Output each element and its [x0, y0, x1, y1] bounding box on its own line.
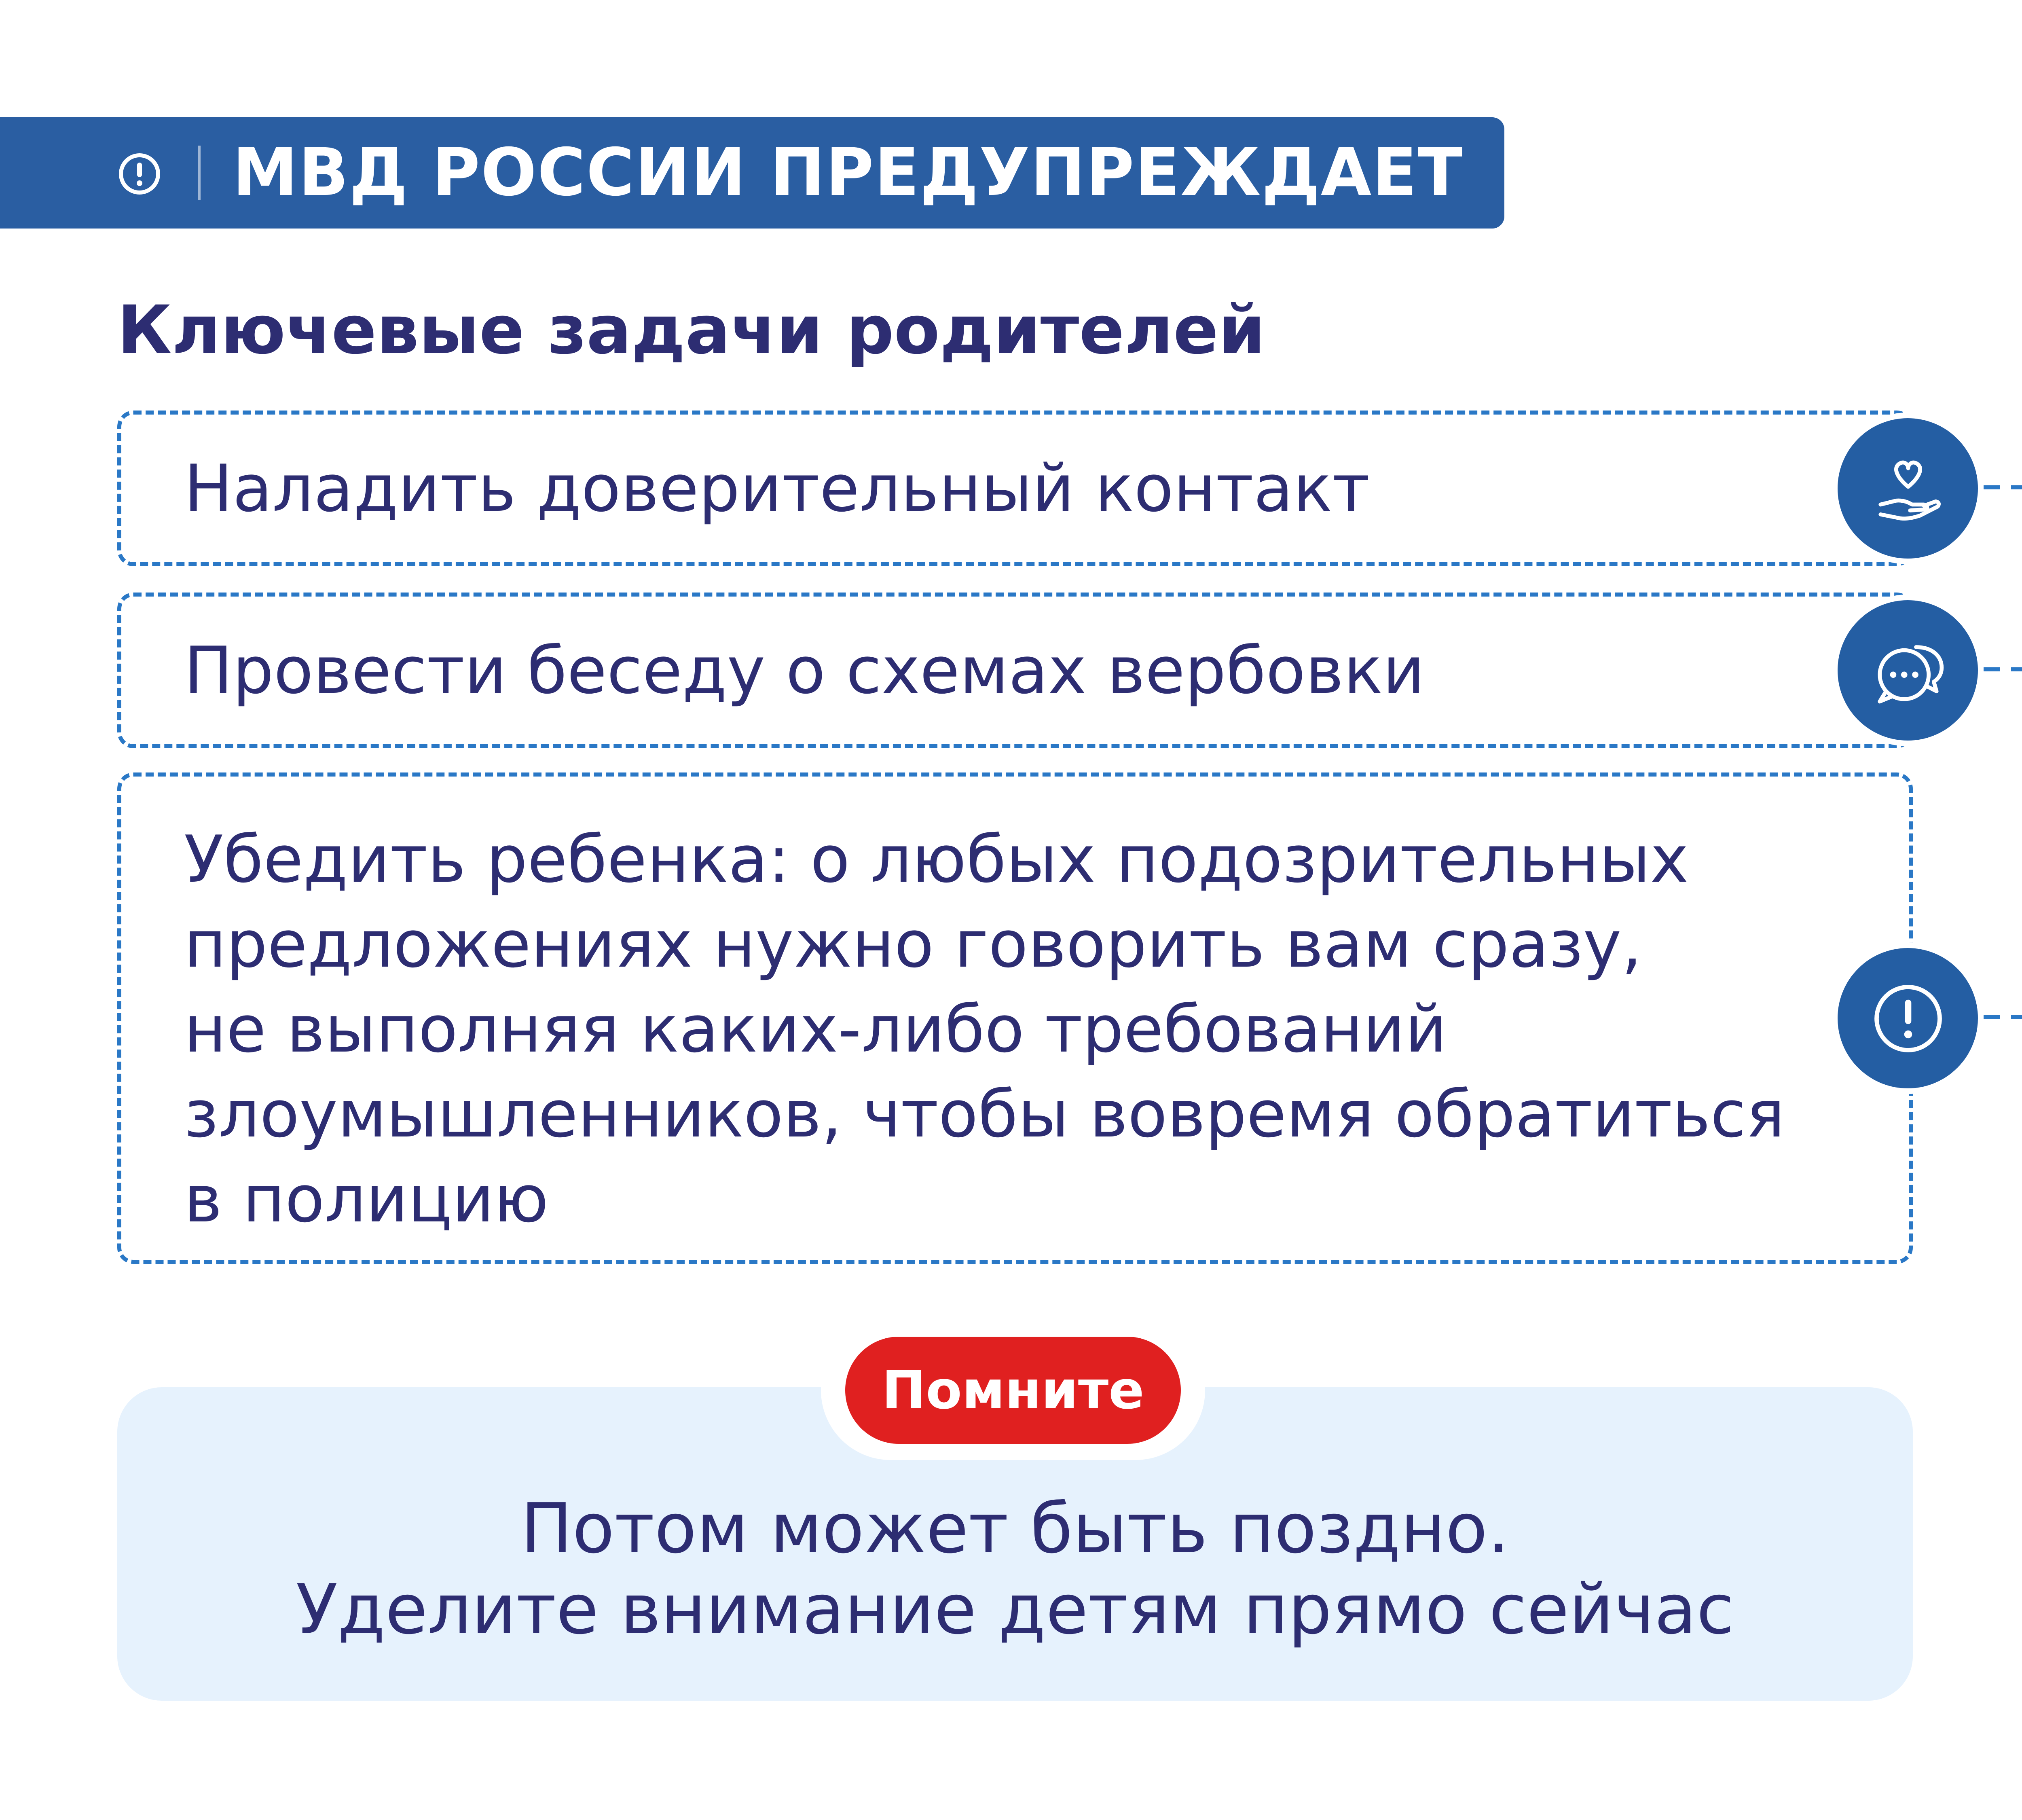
task-box-contact	[117, 411, 1913, 566]
task-icon-badge	[1832, 595, 1984, 746]
task-text: Провести беседу о схемах вербовки	[184, 633, 1425, 708]
task-text: Убедить ребенка: о любых подозрительных предложениях нужно говорить вам сразу, не выполняя каких-либо требований злоумышленников, чтобы вовремя обратиться в полицию	[184, 821, 1785, 1237]
reminder-label: Помните	[845, 1337, 1181, 1444]
task-text: Наладить доверительный контакт	[184, 451, 1370, 526]
exclamation-circle-icon	[1869, 979, 1948, 1058]
chat-bubbles-icon	[1869, 631, 1948, 710]
task-box-conversation	[117, 593, 1913, 748]
exclamation-circle-icon	[117, 152, 162, 196]
banner-divider	[198, 146, 201, 200]
banner-title: МВД РОССИИ ПРЕДУПРЕЖДАЕТ	[233, 135, 1464, 211]
task-box-convince	[117, 772, 1913, 1264]
task-icon-badge	[1832, 942, 1984, 1094]
heart-hand-icon	[1869, 449, 1948, 528]
task-icon-badge	[1832, 413, 1984, 564]
section-title: Ключевые задачи родителей	[117, 291, 1265, 369]
reminder-text: Потом может быть поздно. Уделите внимание детям прямо сейчас	[296, 1489, 1734, 1650]
header-banner	[0, 117, 1504, 229]
